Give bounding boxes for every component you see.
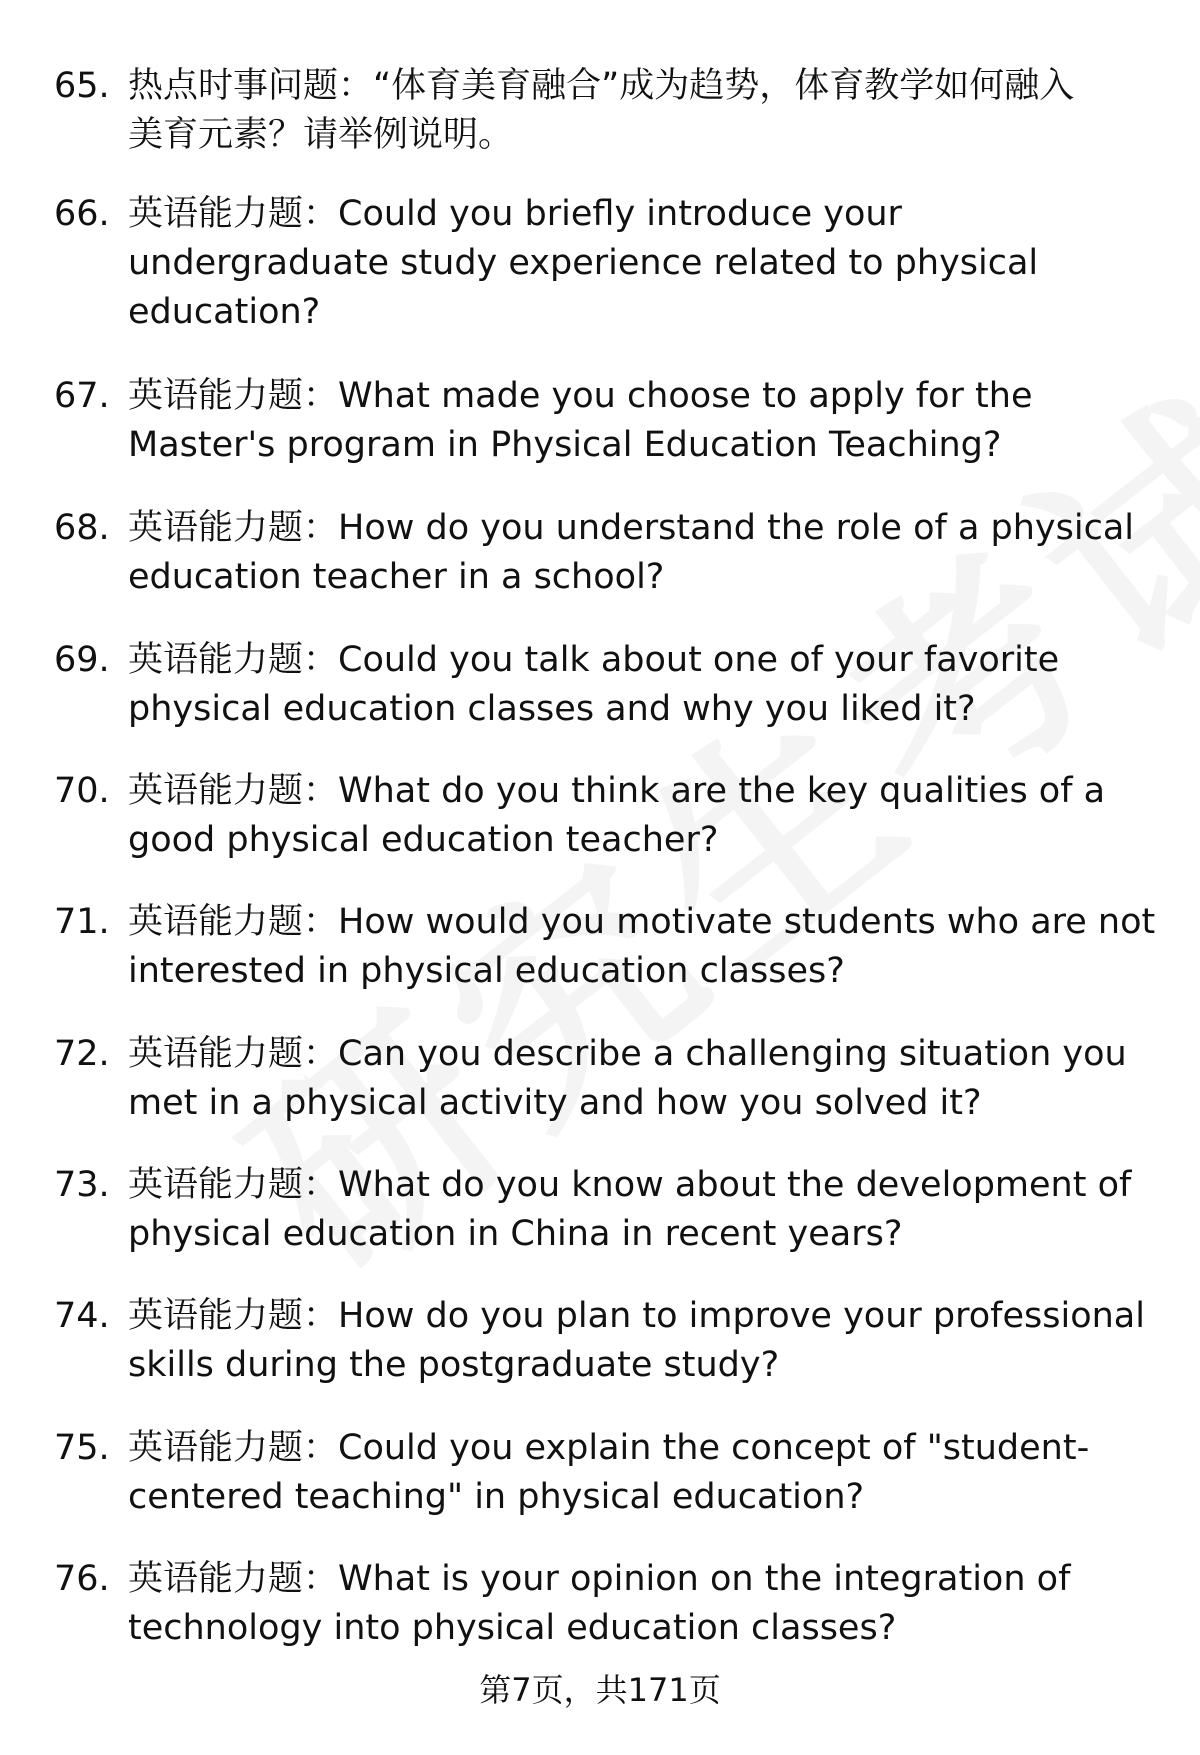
question-line: 美育元素？请举例说明。	[128, 115, 514, 155]
question-number: 75.	[54, 1428, 110, 1468]
question-line: 英语能力题：How would you motivate students who are not	[128, 902, 1156, 942]
question-text	[128, 1161, 1168, 1259]
question-line: 英语能力题：Could you talk about one of your favorite	[128, 640, 1060, 680]
question-line: 英语能力题：Can you describe a challenging situation you	[128, 1034, 1127, 1074]
question-line: good physical education teacher?	[128, 820, 719, 860]
question-number: 74.	[54, 1296, 110, 1336]
question-line: education teacher in a school?	[128, 557, 665, 597]
page-number-footer: 第7页，共171页	[479, 1671, 721, 1709]
question-line: 热点时事问题：“体育美育融合”成为趋势，体育教学如何融入	[128, 66, 1075, 106]
question-text	[128, 190, 1168, 337]
question-text	[128, 504, 1168, 602]
question-text	[128, 767, 1168, 865]
question-text	[128, 1424, 1168, 1522]
question-line: technology into physical education classes?	[128, 1608, 897, 1648]
question-line: 英语能力题：How do you understand the role of a physical	[128, 508, 1135, 548]
question-text	[128, 1030, 1168, 1128]
question-line: centered teaching" in physical education?	[128, 1477, 865, 1517]
question-line: 英语能力题：How do you plan to improve your professional	[128, 1296, 1145, 1336]
question-number: 71.	[54, 902, 110, 942]
question-line: 英语能力题：What made you choose to apply for the	[128, 376, 1033, 416]
question-number: 69.	[54, 640, 110, 680]
question-text	[128, 62, 1168, 160]
question-number: 73.	[54, 1165, 110, 1205]
question-number: 65.	[54, 66, 110, 106]
question-text	[128, 898, 1168, 996]
question-text	[128, 1292, 1168, 1390]
question-number: 70.	[54, 771, 110, 811]
question-line: physical education in China in recent years?	[128, 1214, 903, 1254]
question-line: interested in physical education classes?	[128, 951, 845, 991]
question-text	[128, 1555, 1168, 1653]
question-line: 英语能力题：What is your opinion on the integration of	[128, 1559, 1071, 1599]
question-line: undergraduate study experience related to physical	[128, 243, 1039, 283]
question-line: education?	[128, 292, 321, 332]
question-line: physical education classes and why you liked it?	[128, 689, 976, 729]
question-number: 72.	[54, 1034, 110, 1074]
question-line: 英语能力题：What do you know about the development of	[128, 1165, 1132, 1205]
question-line: met in a physical activity and how you solved it?	[128, 1083, 982, 1123]
question-line: 英语能力题：Could you explain the concept of "student-	[128, 1428, 1090, 1468]
question-text	[128, 372, 1168, 470]
question-line: Master's program in Physical Education Teaching?	[128, 425, 1002, 465]
question-number: 76.	[54, 1559, 110, 1599]
question-number: 68.	[54, 508, 110, 548]
question-line: skills during the postgraduate study?	[128, 1345, 780, 1385]
question-text	[128, 636, 1168, 734]
question-number: 67.	[54, 376, 110, 416]
question-line: 英语能力题：What do you think are the key qualities of a	[128, 771, 1106, 811]
question-number: 66.	[54, 194, 110, 234]
question-line: 英语能力题：Could you briefly introduce your	[128, 194, 902, 234]
